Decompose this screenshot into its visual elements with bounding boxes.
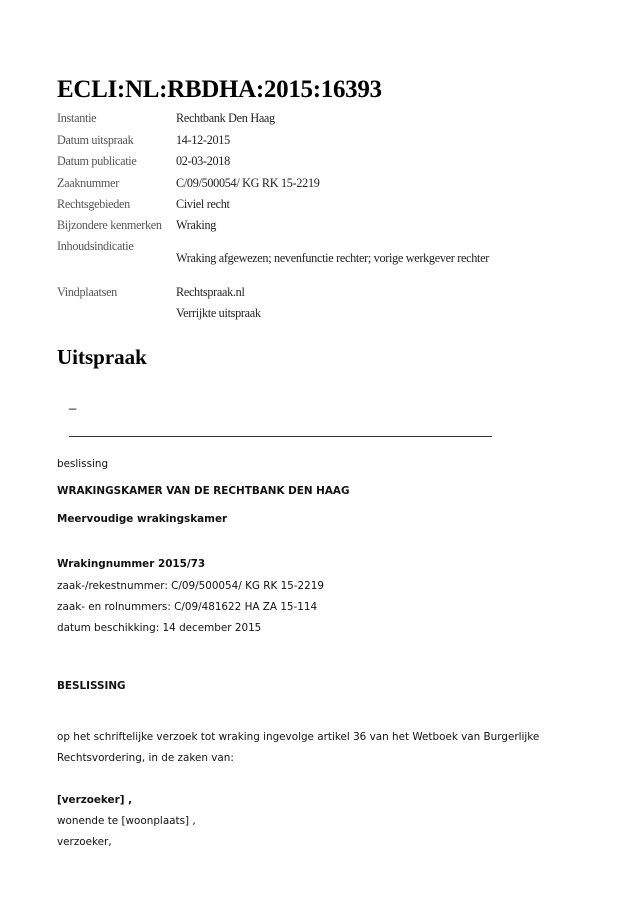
meta-label: Datum uitspraak <box>57 133 134 147</box>
datum-beschikking: datum beschikking: 14 december 2015 <box>57 622 262 634</box>
vindplaats-rechtspraak-link[interactable]: Rechtspraak.nl <box>176 285 245 299</box>
verzoeker-role: verzoeker, <box>57 836 112 848</box>
meta-value: Civiel recht <box>176 197 230 211</box>
verzoeker-woonplaats: wonende te [woonplaats] , <box>57 815 196 827</box>
zaak-rekestnummer: zaak-/rekestnummer: C/09/500054/ KG RK 15-2219 <box>57 580 324 592</box>
meta-value: Wraking <box>176 218 217 232</box>
ecli-title: ECLI:NL:RBDHA:2015:16393 <box>57 76 382 103</box>
meervoudige-heading: Meervoudige wrakingskamer <box>57 513 228 525</box>
meta-value: 02-03-2018 <box>176 154 230 168</box>
dash-mark: _ <box>69 395 77 410</box>
meta-value: C/09/500054/ KG RK 15-2219 <box>176 176 320 190</box>
zaak-rolnummers: zaak- en rolnummers: C/09/481622 HA ZA 15-114 <box>57 601 318 613</box>
divider <box>69 436 492 437</box>
wrakingnummer: Wrakingnummer 2015/73 <box>57 558 206 570</box>
meta-label: Zaaknummer <box>57 176 119 190</box>
beslissing-lower: beslissing <box>57 458 109 470</box>
verzoeker-name: [verzoeker] , <box>57 794 133 806</box>
meta-label: Instantie <box>57 111 97 125</box>
verzoek-text-line-1: op het schriftelijke verzoek tot wraking ingevolge artikel 36 van het Wetboek van Burgerlijke <box>57 731 540 743</box>
meta-value: 14-12-2015 <box>176 133 230 147</box>
meta-label: Inhoudsindicatie <box>57 239 134 253</box>
meta-value: Wraking afgewezen; nevenfunctie rechter; vorige werkgever rechter <box>176 251 489 265</box>
kamer-heading: WRAKINGSKAMER VAN DE RECHTBANK DEN HAAG <box>57 485 350 497</box>
verzoek-text-line-2: Rechtsvordering, in de zaken van: <box>57 752 234 764</box>
meta-label: Vindplaatsen <box>57 285 117 299</box>
meta-label: Rechtsgebieden <box>57 197 130 211</box>
vindplaats-verrijkte-link[interactable]: Verrijkte uitspraak <box>176 306 261 320</box>
meta-label: Bijzondere kenmerken <box>57 218 162 232</box>
meta-value: Rechtbank Den Haag <box>176 111 275 125</box>
uitspraak-heading: Uitspraak <box>57 345 147 369</box>
beslissing-heading: BESLISSING <box>57 680 126 692</box>
meta-label: Datum publicatie <box>57 154 137 168</box>
